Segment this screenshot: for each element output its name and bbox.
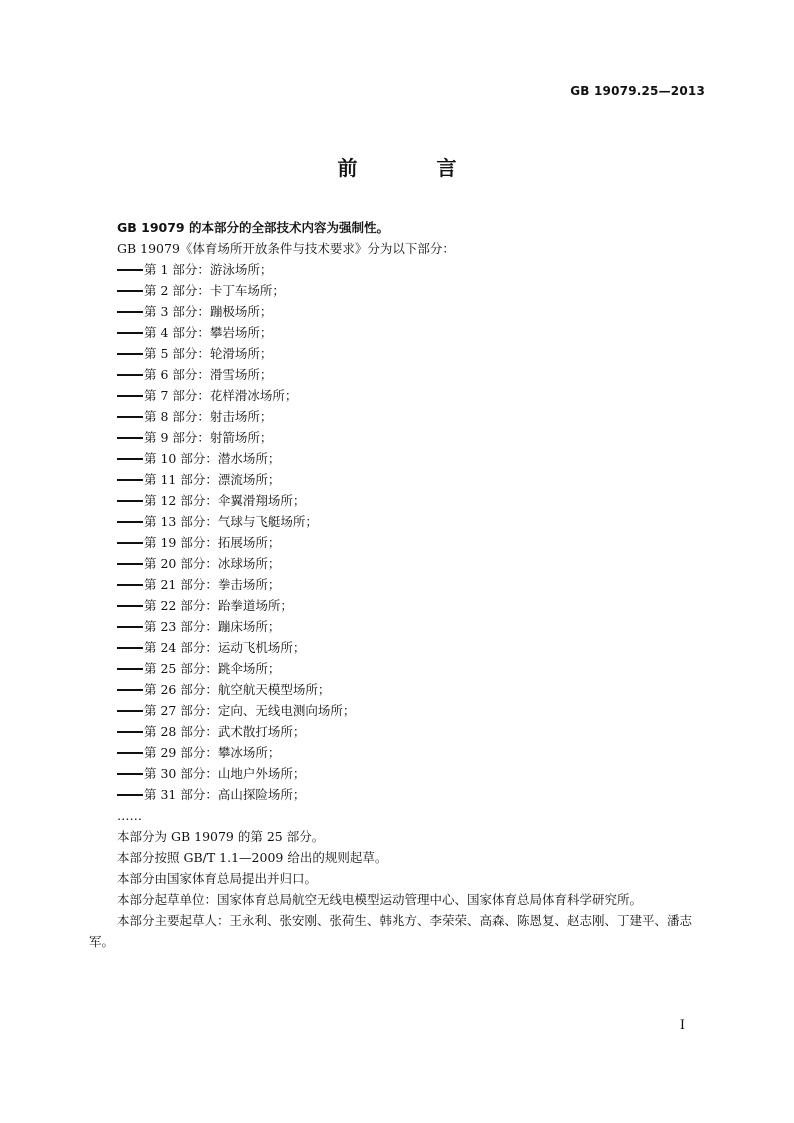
drafters-statement: 本部分主要起草人：王永利、张安刚、张荷生、韩兆方、李荣荣、高森、陈恩复、赵志刚、丁建平、潘志军。: [89, 913, 693, 949]
part-label: 第 8 部分：射击场所；: [144, 409, 273, 424]
series-intro: GB 19079《体育场所开放条件与技术要求》分为以下部分：: [117, 241, 455, 256]
mandatory-statement: GB 19079 的本部分的全部技术内容为强制性。: [117, 220, 389, 235]
part-label: 第 11 部分：漂流场所；: [144, 472, 281, 487]
part-label: 第 3 部分：蹦极场所；: [144, 304, 273, 319]
part-label: 第 27 部分：定向、无线电测向场所；: [144, 703, 356, 718]
list-item: [89, 637, 705, 658]
em-dash-mark: [117, 374, 143, 376]
list-item: [89, 364, 705, 385]
em-dash-mark: [117, 773, 143, 775]
parts-list: [89, 259, 705, 805]
em-dash-mark: [117, 269, 143, 271]
page-title: 前 言: [337, 156, 493, 180]
part-label: 第 6 部分：滑雪场所；: [144, 367, 273, 382]
list-item: [89, 742, 705, 763]
em-dash-mark: [117, 647, 143, 649]
drafting-units-statement: 本部分起草单位：国家体育总局航空无线电模型运动管理中心、国家体育总局体育科学研究所。: [117, 892, 643, 907]
part-label: 第 5 部分：轮滑场所；: [144, 346, 273, 361]
page-number: I: [679, 1018, 685, 1033]
part-label: 第 30 部分：山地户外场所；: [144, 766, 306, 781]
em-dash-mark: [117, 710, 143, 712]
em-dash-mark: [117, 479, 143, 481]
part-label: 第 2 部分：卡丁车场所；: [144, 283, 285, 298]
part-label: 第 25 部分：跳伞场所；: [144, 661, 281, 676]
list-item: [89, 406, 705, 427]
list-item: [89, 511, 705, 532]
em-dash-mark: [117, 311, 143, 313]
em-dash-mark: [117, 395, 143, 397]
part-label: 第 9 部分：射箭场所；: [144, 430, 273, 445]
list-item: [89, 784, 705, 805]
em-dash-mark: [117, 689, 143, 691]
part-label: 第 22 部分：跆拳道场所；: [144, 598, 293, 613]
em-dash-mark: [117, 500, 143, 502]
list-item: [89, 763, 705, 784]
part-label: 第 12 部分：伞翼滑翔场所；: [144, 493, 306, 508]
part-label: 第 19 部分：拓展场所；: [144, 535, 281, 550]
em-dash-mark: [117, 542, 143, 544]
list-item: [89, 616, 705, 637]
part-label: 第 24 部分：运动飞机场所；: [144, 640, 306, 655]
list-item: [89, 553, 705, 574]
em-dash-mark: [117, 416, 143, 418]
em-dash-mark: [117, 584, 143, 586]
list-item: [89, 259, 705, 280]
list-item: [89, 322, 705, 343]
list-item: [89, 574, 705, 595]
part-label: 第 28 部分：武术散打场所；: [144, 724, 306, 739]
list-ellipsis: ……: [117, 808, 142, 823]
document-body: [89, 217, 705, 952]
list-item: [89, 343, 705, 364]
part-label: 第 10 部分：潜水场所；: [144, 451, 281, 466]
em-dash-mark: [117, 668, 143, 670]
part-label: 第 20 部分：冰球场所；: [144, 556, 281, 571]
em-dash-mark: [117, 605, 143, 607]
list-item: [89, 490, 705, 511]
part-label: 第 29 部分：攀冰场所；: [144, 745, 281, 760]
em-dash-mark: [117, 731, 143, 733]
part-label: 第 21 部分：拳击场所；: [144, 577, 281, 592]
list-item: [89, 427, 705, 448]
part-label: 第 26 部分：航空航天模型场所；: [144, 682, 331, 697]
part-label: 第 1 部分：游泳场所；: [144, 262, 273, 277]
standard-code: GB 19079.25—2013: [570, 84, 705, 98]
em-dash-mark: [117, 752, 143, 754]
em-dash-mark: [117, 521, 143, 523]
list-item: [89, 700, 705, 721]
em-dash-mark: [117, 353, 143, 355]
drafting-rules-statement: 本部分按照 GB/T 1.1—2009 给出的规则起草。: [117, 850, 388, 865]
em-dash-mark: [117, 563, 143, 565]
proposed-by-statement: 本部分由国家体育总局提出并归口。: [117, 871, 318, 886]
list-item: [89, 532, 705, 553]
list-item: [89, 469, 705, 490]
em-dash-mark: [117, 437, 143, 439]
this-part-statement: 本部分为 GB 19079 的第 25 部分。: [117, 829, 325, 844]
part-label: 第 31 部分：高山探险场所；: [144, 787, 306, 802]
em-dash-mark: [117, 458, 143, 460]
part-label: 第 23 部分：蹦床场所；: [144, 619, 281, 634]
em-dash-mark: [117, 794, 143, 796]
list-item: [89, 721, 705, 742]
list-item: [89, 301, 705, 322]
em-dash-mark: [117, 290, 143, 292]
list-item: [89, 679, 705, 700]
list-item: [89, 280, 705, 301]
list-item: [89, 448, 705, 469]
list-item: [89, 595, 705, 616]
list-item: [89, 658, 705, 679]
list-item: [89, 385, 705, 406]
part-label: 第 4 部分：攀岩场所；: [144, 325, 273, 340]
em-dash-mark: [117, 332, 143, 334]
part-label: 第 7 部分：花样滑冰场所；: [144, 388, 298, 403]
em-dash-mark: [117, 626, 143, 628]
part-label: 第 13 部分：气球与飞艇场所；: [144, 514, 318, 529]
